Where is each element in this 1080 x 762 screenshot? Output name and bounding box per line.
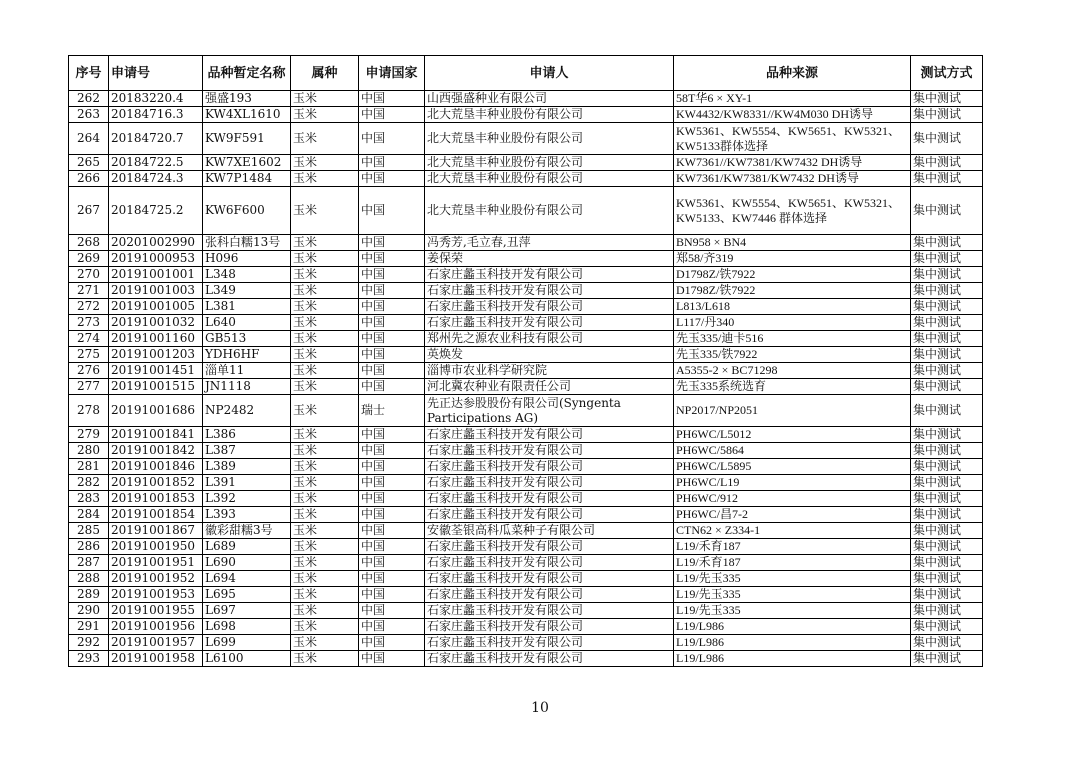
cell-variety-name: GB513 <box>203 331 291 347</box>
cell-genus: 玉米 <box>291 347 359 363</box>
cell-country: 中国 <box>359 299 425 315</box>
table-row <box>69 315 983 331</box>
cell-country: 中国 <box>359 91 425 107</box>
cell-variety-name: L381 <box>203 299 291 315</box>
cell-test-method: 集中测试 <box>911 459 983 475</box>
cell-test-method: 集中测试 <box>911 651 983 667</box>
cell-genus: 玉米 <box>291 491 359 507</box>
cell-genus: 玉米 <box>291 475 359 491</box>
cell-variety-name: L640 <box>203 315 291 331</box>
cell-country: 中国 <box>359 107 425 123</box>
cell-application-no: 20184720.7 <box>109 123 203 155</box>
cell-applicant: 姜保荣 <box>425 251 674 267</box>
cell-country: 中国 <box>359 475 425 491</box>
cell-applicant: 石家庄蠡玉科技开发有限公司 <box>425 587 674 603</box>
cell-country: 中国 <box>359 363 425 379</box>
cell-genus: 玉米 <box>291 603 359 619</box>
cell-country: 中国 <box>359 443 425 459</box>
cell-country: 中国 <box>359 347 425 363</box>
cell-seq: 271 <box>69 283 109 299</box>
cell-test-method: 集中测试 <box>911 187 983 235</box>
cell-variety-name: 徽彩甜糯3号 <box>203 523 291 539</box>
cell-test-method: 集中测试 <box>911 267 983 283</box>
cell-country: 中国 <box>359 331 425 347</box>
cell-genus: 玉米 <box>291 299 359 315</box>
cell-source: L813/L618 <box>674 299 911 315</box>
cell-application-no: 20191001203 <box>109 347 203 363</box>
cell-application-no: 20191001451 <box>109 363 203 379</box>
table-row <box>69 603 983 619</box>
cell-genus: 玉米 <box>291 155 359 171</box>
cell-seq: 291 <box>69 619 109 635</box>
table-row <box>69 379 983 395</box>
cell-application-no: 20191001003 <box>109 283 203 299</box>
cell-test-method: 集中测试 <box>911 171 983 187</box>
cell-variety-name: 张科白糯13号 <box>203 235 291 251</box>
cell-source: CTN62 × Z334-1 <box>674 523 911 539</box>
cell-application-no: 20183220.4 <box>109 91 203 107</box>
table-row <box>69 171 983 187</box>
cell-source: PH6WC/912 <box>674 491 911 507</box>
cell-test-method: 集中测试 <box>911 603 983 619</box>
cell-applicant: 河北冀农种业有限责任公司 <box>425 379 674 395</box>
cell-seq: 285 <box>69 523 109 539</box>
table-row <box>69 155 983 171</box>
cell-application-no: 20184722.5 <box>109 155 203 171</box>
cell-seq: 277 <box>69 379 109 395</box>
cell-source: L19/L986 <box>674 651 911 667</box>
cell-country: 中国 <box>359 651 425 667</box>
table-row <box>69 619 983 635</box>
cell-variety-name: L6100 <box>203 651 291 667</box>
cell-variety-name: L386 <box>203 427 291 443</box>
cell-source: PH6WC/昌7-2 <box>674 507 911 523</box>
cell-application-no: 20191001955 <box>109 603 203 619</box>
cell-applicant: 石家庄蠡玉科技开发有限公司 <box>425 571 674 587</box>
cell-application-no: 20191001951 <box>109 555 203 571</box>
cell-test-method: 集中测试 <box>911 491 983 507</box>
cell-source: KW7361//KW7381/KW7432 DH诱导 <box>674 155 911 171</box>
cell-application-no: 20191001956 <box>109 619 203 635</box>
cell-application-no: 20191001853 <box>109 491 203 507</box>
cell-variety-name: L392 <box>203 491 291 507</box>
cell-seq: 273 <box>69 315 109 331</box>
cell-genus: 玉米 <box>291 123 359 155</box>
cell-application-no: 20184725.2 <box>109 187 203 235</box>
cell-applicant: 安徽荃银高科瓜菜种子有限公司 <box>425 523 674 539</box>
cell-test-method: 集中测试 <box>911 635 983 651</box>
cell-test-method: 集中测试 <box>911 123 983 155</box>
cell-seq: 274 <box>69 331 109 347</box>
cell-applicant: 石家庄蠡玉科技开发有限公司 <box>425 651 674 667</box>
header-application-no: 申请号 <box>109 56 203 91</box>
cell-country: 中国 <box>359 571 425 587</box>
cell-seq: 290 <box>69 603 109 619</box>
cell-country: 中国 <box>359 635 425 651</box>
cell-country: 中国 <box>359 155 425 171</box>
cell-genus: 玉米 <box>291 171 359 187</box>
cell-seq: 265 <box>69 155 109 171</box>
cell-country: 中国 <box>359 539 425 555</box>
header-seq: 序号 <box>69 56 109 91</box>
table-header-row <box>69 56 983 91</box>
cell-applicant: 北大荒垦丰种业股份有限公司 <box>425 187 674 235</box>
cell-test-method: 集中测试 <box>911 539 983 555</box>
cell-applicant: 北大荒垦丰种业股份有限公司 <box>425 123 674 155</box>
cell-source: D1798Z/铁7922 <box>674 283 911 299</box>
cell-genus: 玉米 <box>291 187 359 235</box>
cell-source: A5355-2 × BC71298 <box>674 363 911 379</box>
table-row <box>69 363 983 379</box>
cell-application-no: 20191001957 <box>109 635 203 651</box>
cell-application-no: 20191001686 <box>109 395 203 427</box>
cell-genus: 玉米 <box>291 523 359 539</box>
cell-country: 中国 <box>359 251 425 267</box>
cell-country: 中国 <box>359 171 425 187</box>
table-row <box>69 267 983 283</box>
table-row <box>69 635 983 651</box>
cell-applicant: 石家庄蠡玉科技开发有限公司 <box>425 603 674 619</box>
cell-seq: 262 <box>69 91 109 107</box>
table-row <box>69 523 983 539</box>
cell-test-method: 集中测试 <box>911 331 983 347</box>
table-row <box>69 427 983 443</box>
cell-genus: 玉米 <box>291 107 359 123</box>
cell-application-no: 20191001842 <box>109 443 203 459</box>
cell-seq: 286 <box>69 539 109 555</box>
cell-test-method: 集中测试 <box>911 443 983 459</box>
cell-application-no: 20191001950 <box>109 539 203 555</box>
cell-applicant: 石家庄蠡玉科技开发有限公司 <box>425 475 674 491</box>
variety-table <box>68 55 983 667</box>
cell-source: PH6WC/L5895 <box>674 459 911 475</box>
cell-country: 中国 <box>359 427 425 443</box>
table-row <box>69 443 983 459</box>
cell-application-no: 20191001846 <box>109 459 203 475</box>
cell-applicant: 北大荒垦丰种业股份有限公司 <box>425 155 674 171</box>
cell-country: 中国 <box>359 267 425 283</box>
table-row <box>69 187 983 235</box>
header-country: 申请国家 <box>359 56 425 91</box>
cell-source: L19/先玉335 <box>674 603 911 619</box>
header-variety-name: 品种暂定名称 <box>203 56 291 91</box>
cell-applicant: 石家庄蠡玉科技开发有限公司 <box>425 635 674 651</box>
cell-application-no: 20191001032 <box>109 315 203 331</box>
table-row <box>69 651 983 667</box>
table-row <box>69 331 983 347</box>
table-row <box>69 251 983 267</box>
cell-seq: 288 <box>69 571 109 587</box>
cell-genus: 玉米 <box>291 91 359 107</box>
cell-genus: 玉米 <box>291 331 359 347</box>
cell-source: KW5361、KW5554、KW5651、KW5321、KW5133群体选择 <box>674 123 911 155</box>
cell-country: 中国 <box>359 619 425 635</box>
cell-source: L117/丹340 <box>674 315 911 331</box>
cell-seq: 289 <box>69 587 109 603</box>
cell-country: 中国 <box>359 315 425 331</box>
cell-genus: 玉米 <box>291 619 359 635</box>
cell-application-no: 20184716.3 <box>109 107 203 123</box>
cell-test-method: 集中测试 <box>911 155 983 171</box>
cell-country: 中国 <box>359 235 425 251</box>
cell-country: 中国 <box>359 123 425 155</box>
cell-applicant: 石家庄蠡玉科技开发有限公司 <box>425 315 674 331</box>
cell-variety-name: 淄单11 <box>203 363 291 379</box>
cell-seq: 264 <box>69 123 109 155</box>
cell-seq: 292 <box>69 635 109 651</box>
cell-source: KW5361、KW5554、KW5651、KW5321、KW5133、KW7446 群体选择 <box>674 187 911 235</box>
cell-variety-name: L393 <box>203 507 291 523</box>
cell-genus: 玉米 <box>291 283 359 299</box>
cell-country: 瑞士 <box>359 395 425 427</box>
table-row <box>69 283 983 299</box>
cell-test-method: 集中测试 <box>911 395 983 427</box>
cell-test-method: 集中测试 <box>911 507 983 523</box>
cell-source: 先玉335/铁7922 <box>674 347 911 363</box>
cell-test-method: 集中测试 <box>911 427 983 443</box>
cell-variety-name: L698 <box>203 619 291 635</box>
cell-source: 先玉335系统选育 <box>674 379 911 395</box>
table-row <box>69 91 983 107</box>
table-row <box>69 571 983 587</box>
cell-genus: 玉米 <box>291 379 359 395</box>
table-row <box>69 299 983 315</box>
cell-seq: 268 <box>69 235 109 251</box>
cell-test-method: 集中测试 <box>911 363 983 379</box>
cell-test-method: 集中测试 <box>911 299 983 315</box>
table-row <box>69 459 983 475</box>
cell-variety-name: KW4XL1610 <box>203 107 291 123</box>
cell-source: PH6WC/L5012 <box>674 427 911 443</box>
cell-genus: 玉米 <box>291 651 359 667</box>
cell-country: 中国 <box>359 379 425 395</box>
cell-test-method: 集中测试 <box>911 91 983 107</box>
cell-source: L19/L986 <box>674 635 911 651</box>
cell-seq: 267 <box>69 187 109 235</box>
cell-applicant: 冯秀芳,毛立春,丑萍 <box>425 235 674 251</box>
cell-source: KW7361/KW7381/KW7432 DH诱导 <box>674 171 911 187</box>
cell-variety-name: L348 <box>203 267 291 283</box>
cell-genus: 玉米 <box>291 571 359 587</box>
table-row <box>69 107 983 123</box>
cell-country: 中国 <box>359 459 425 475</box>
cell-application-no: 20191001005 <box>109 299 203 315</box>
cell-country: 中国 <box>359 491 425 507</box>
header-applicant: 申请人 <box>425 56 674 91</box>
cell-country: 中国 <box>359 555 425 571</box>
cell-application-no: 20191001854 <box>109 507 203 523</box>
cell-country: 中国 <box>359 283 425 299</box>
cell-genus: 玉米 <box>291 395 359 427</box>
cell-application-no: 20184724.3 <box>109 171 203 187</box>
cell-genus: 玉米 <box>291 235 359 251</box>
cell-genus: 玉米 <box>291 427 359 443</box>
cell-genus: 玉米 <box>291 555 359 571</box>
cell-genus: 玉米 <box>291 251 359 267</box>
cell-applicant: 石家庄蠡玉科技开发有限公司 <box>425 539 674 555</box>
cell-country: 中国 <box>359 587 425 603</box>
cell-test-method: 集中测试 <box>911 251 983 267</box>
cell-applicant: 石家庄蠡玉科技开发有限公司 <box>425 619 674 635</box>
header-test-method: 测试方式 <box>911 56 983 91</box>
cell-variety-name: L689 <box>203 539 291 555</box>
cell-variety-name: KW7P1484 <box>203 171 291 187</box>
cell-variety-name: H096 <box>203 251 291 267</box>
cell-application-no: 20191001953 <box>109 587 203 603</box>
cell-seq: 269 <box>69 251 109 267</box>
cell-genus: 玉米 <box>291 459 359 475</box>
cell-applicant: 先正达参股股份有限公司(Syngenta Participations AG) <box>425 395 674 427</box>
cell-test-method: 集中测试 <box>911 571 983 587</box>
cell-variety-name: JN1118 <box>203 379 291 395</box>
cell-applicant: 石家庄蠡玉科技开发有限公司 <box>425 283 674 299</box>
cell-genus: 玉米 <box>291 539 359 555</box>
cell-seq: 280 <box>69 443 109 459</box>
cell-source: L19/禾育187 <box>674 555 911 571</box>
cell-variety-name: KW9F591 <box>203 123 291 155</box>
cell-seq: 282 <box>69 475 109 491</box>
cell-source: 58T华6 × XY-1 <box>674 91 911 107</box>
cell-application-no: 20191001160 <box>109 331 203 347</box>
cell-test-method: 集中测试 <box>911 283 983 299</box>
cell-variety-name: L697 <box>203 603 291 619</box>
cell-seq: 275 <box>69 347 109 363</box>
cell-test-method: 集中测试 <box>911 555 983 571</box>
cell-applicant: 北大荒垦丰种业股份有限公司 <box>425 171 674 187</box>
cell-test-method: 集中测试 <box>911 379 983 395</box>
cell-source: L19/L986 <box>674 619 911 635</box>
header-genus: 属种 <box>291 56 359 91</box>
table-row <box>69 235 983 251</box>
cell-variety-name: L349 <box>203 283 291 299</box>
cell-seq: 293 <box>69 651 109 667</box>
cell-seq: 279 <box>69 427 109 443</box>
cell-country: 中国 <box>359 507 425 523</box>
cell-test-method: 集中测试 <box>911 523 983 539</box>
cell-genus: 玉米 <box>291 363 359 379</box>
cell-source: L19/禾育187 <box>674 539 911 555</box>
cell-test-method: 集中测试 <box>911 235 983 251</box>
cell-application-no: 20191001852 <box>109 475 203 491</box>
cell-source: NP2017/NP2051 <box>674 395 911 427</box>
cell-applicant: 石家庄蠡玉科技开发有限公司 <box>425 267 674 283</box>
cell-seq: 283 <box>69 491 109 507</box>
cell-applicant: 石家庄蠡玉科技开发有限公司 <box>425 299 674 315</box>
cell-seq: 276 <box>69 363 109 379</box>
cell-source: KW4432/KW8331//KW4M030 DH诱导 <box>674 107 911 123</box>
cell-seq: 278 <box>69 395 109 427</box>
cell-seq: 287 <box>69 555 109 571</box>
cell-applicant: 石家庄蠡玉科技开发有限公司 <box>425 443 674 459</box>
table-row <box>69 123 983 155</box>
cell-variety-name: KW7XE1602 <box>203 155 291 171</box>
cell-seq: 281 <box>69 459 109 475</box>
header-source: 品种来源 <box>674 56 911 91</box>
cell-test-method: 集中测试 <box>911 619 983 635</box>
cell-genus: 玉米 <box>291 443 359 459</box>
cell-application-no: 20201002990 <box>109 235 203 251</box>
cell-application-no: 20191000953 <box>109 251 203 267</box>
cell-application-no: 20191001841 <box>109 427 203 443</box>
cell-variety-name: NP2482 <box>203 395 291 427</box>
cell-application-no: 20191001958 <box>109 651 203 667</box>
cell-applicant: 淄博市农业科学研究院 <box>425 363 674 379</box>
cell-applicant: 郑州先之源农业科技有限公司 <box>425 331 674 347</box>
cell-variety-name: L694 <box>203 571 291 587</box>
cell-seq: 270 <box>69 267 109 283</box>
table-row <box>69 587 983 603</box>
cell-variety-name: L699 <box>203 635 291 651</box>
cell-source: L19/先玉335 <box>674 571 911 587</box>
cell-variety-name: L387 <box>203 443 291 459</box>
cell-variety-name: 强盛193 <box>203 91 291 107</box>
cell-applicant: 石家庄蠡玉科技开发有限公司 <box>425 459 674 475</box>
cell-test-method: 集中测试 <box>911 587 983 603</box>
cell-source: BN958 × BN4 <box>674 235 911 251</box>
cell-test-method: 集中测试 <box>911 347 983 363</box>
table-row <box>69 395 983 427</box>
page-number: 10 <box>531 700 549 716</box>
cell-application-no: 20191001001 <box>109 267 203 283</box>
cell-variety-name: L391 <box>203 475 291 491</box>
table-row <box>69 347 983 363</box>
cell-applicant: 英焕发 <box>425 347 674 363</box>
cell-source: 郑58/齐319 <box>674 251 911 267</box>
cell-test-method: 集中测试 <box>911 107 983 123</box>
cell-source: PH6WC/5864 <box>674 443 911 459</box>
cell-genus: 玉米 <box>291 587 359 603</box>
cell-seq: 263 <box>69 107 109 123</box>
table-row <box>69 555 983 571</box>
cell-variety-name: KW6F600 <box>203 187 291 235</box>
cell-seq: 266 <box>69 171 109 187</box>
cell-applicant: 山西强盛种业有限公司 <box>425 91 674 107</box>
cell-source: 先玉335/迪卡516 <box>674 331 911 347</box>
cell-variety-name: L695 <box>203 587 291 603</box>
cell-country: 中国 <box>359 523 425 539</box>
cell-application-no: 20191001867 <box>109 523 203 539</box>
cell-source: D1798Z/铁7922 <box>674 267 911 283</box>
cell-source: L19/先玉335 <box>674 587 911 603</box>
table-row <box>69 475 983 491</box>
cell-test-method: 集中测试 <box>911 315 983 331</box>
cell-variety-name: L690 <box>203 555 291 571</box>
cell-variety-name: L389 <box>203 459 291 475</box>
cell-application-no: 20191001952 <box>109 571 203 587</box>
cell-test-method: 集中测试 <box>911 475 983 491</box>
cell-applicant: 石家庄蠡玉科技开发有限公司 <box>425 555 674 571</box>
table-row <box>69 491 983 507</box>
cell-applicant: 石家庄蠡玉科技开发有限公司 <box>425 491 674 507</box>
cell-variety-name: YDH6HF <box>203 347 291 363</box>
cell-source: PH6WC/L19 <box>674 475 911 491</box>
cell-genus: 玉米 <box>291 507 359 523</box>
table-row <box>69 539 983 555</box>
cell-genus: 玉米 <box>291 315 359 331</box>
cell-applicant: 石家庄蠡玉科技开发有限公司 <box>425 507 674 523</box>
cell-application-no: 20191001515 <box>109 379 203 395</box>
table-row <box>69 507 983 523</box>
cell-seq: 284 <box>69 507 109 523</box>
cell-genus: 玉米 <box>291 267 359 283</box>
cell-applicant: 石家庄蠡玉科技开发有限公司 <box>425 427 674 443</box>
cell-country: 中国 <box>359 603 425 619</box>
cell-genus: 玉米 <box>291 635 359 651</box>
cell-seq: 272 <box>69 299 109 315</box>
cell-country: 中国 <box>359 187 425 235</box>
cell-applicant: 北大荒垦丰种业股份有限公司 <box>425 107 674 123</box>
